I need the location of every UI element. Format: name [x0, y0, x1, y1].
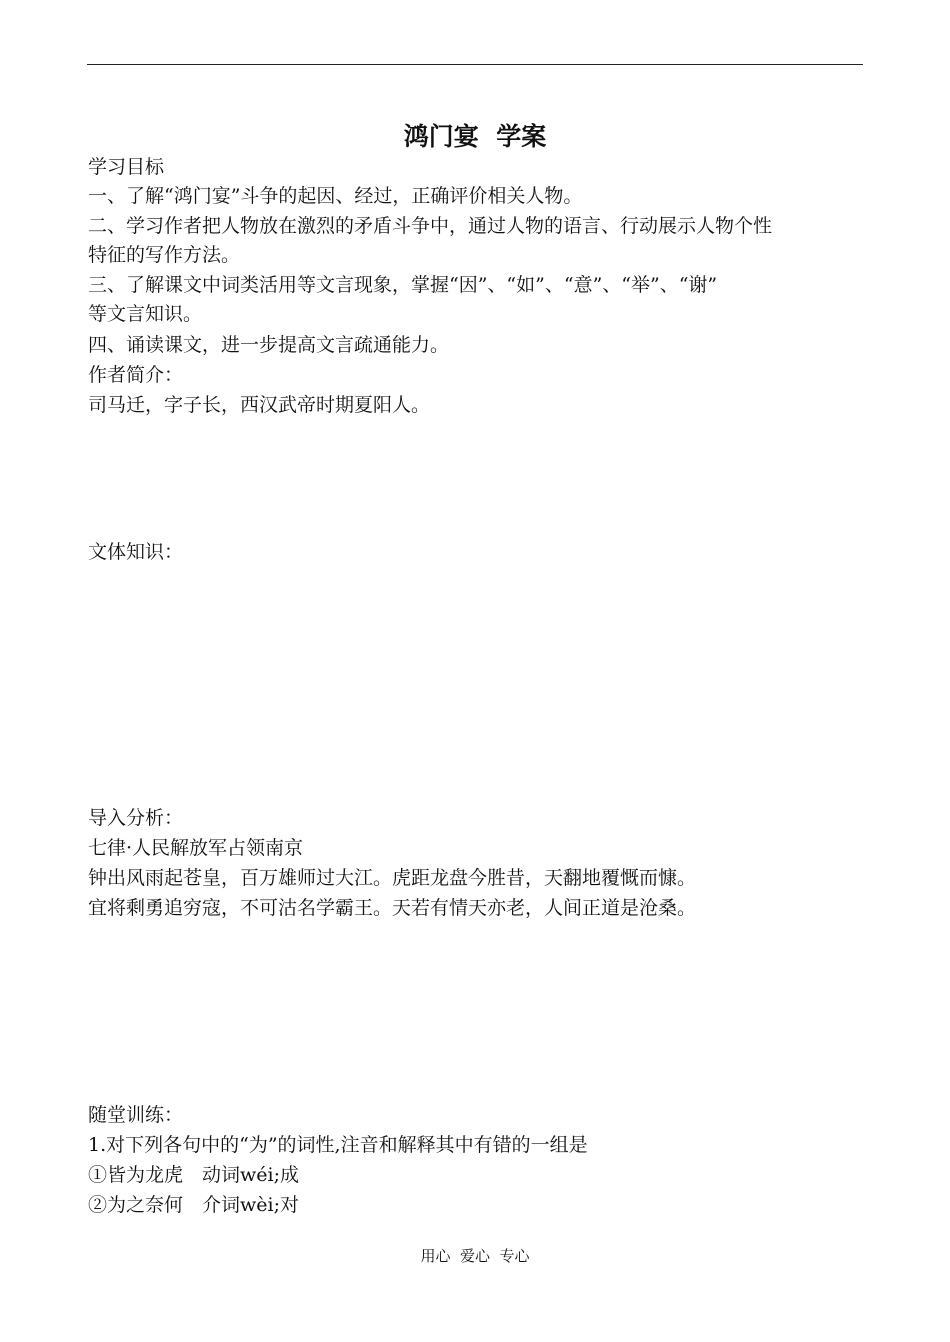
header-rule — [87, 64, 863, 65]
practice-heading: 随堂训练： — [88, 1104, 184, 1126]
goal-4: 四、诵读课文，进一步提高文言疏通能力。 — [88, 334, 450, 356]
goals-heading: 学习目标 — [88, 156, 165, 178]
author-text: 司马迁，字子长，西汉武帝时期夏阳人。 — [88, 394, 431, 416]
goal-3-line-2: 等文言知识。 — [88, 303, 203, 325]
poem-title: 七律·人民解放军占领南京 — [88, 837, 304, 859]
goal-3-line-1: 三、了解课文中词类活用等文言现象，掌握“因”、“如”、“意”、“举”、“谢” — [88, 274, 718, 296]
page-footer: 用心 爱心 专心 — [420, 1247, 530, 1265]
option-2: ②为之奈何 介词wèi;对 — [88, 1194, 299, 1216]
poem-line-1: 钟出风雨起苍皇，百万雄师过大江。虎距龙盘今胜昔，天翻地覆慨而慷。 — [88, 867, 697, 889]
goal-1: 一、了解“鸿门宴”斗争的起因、经过，正确评价相关人物。 — [88, 185, 583, 207]
goal-2-line-1: 二、学习作者把人物放在激烈的矛盾斗争中，通过人物的语言、行动展示人物个性 — [88, 215, 773, 237]
intro-heading: 导入分析： — [88, 807, 184, 829]
poem-line-2: 宜将剩勇追穷寇，不可沽名学霸王。天若有情天亦老，人间正道是沧桑。 — [88, 897, 697, 919]
question-1: 1.对下列各句中的“为”的词性,注音和解释其中有错的一组是 — [88, 1134, 588, 1156]
option-1: ①皆为龙虎 动词wéi;成 — [88, 1164, 299, 1186]
genre-heading: 文体知识： — [88, 541, 184, 563]
author-heading: 作者简介： — [88, 364, 184, 386]
goal-2-line-2: 特征的写作方法。 — [88, 244, 241, 266]
page-title: 鸿门宴 学案 — [403, 122, 547, 151]
